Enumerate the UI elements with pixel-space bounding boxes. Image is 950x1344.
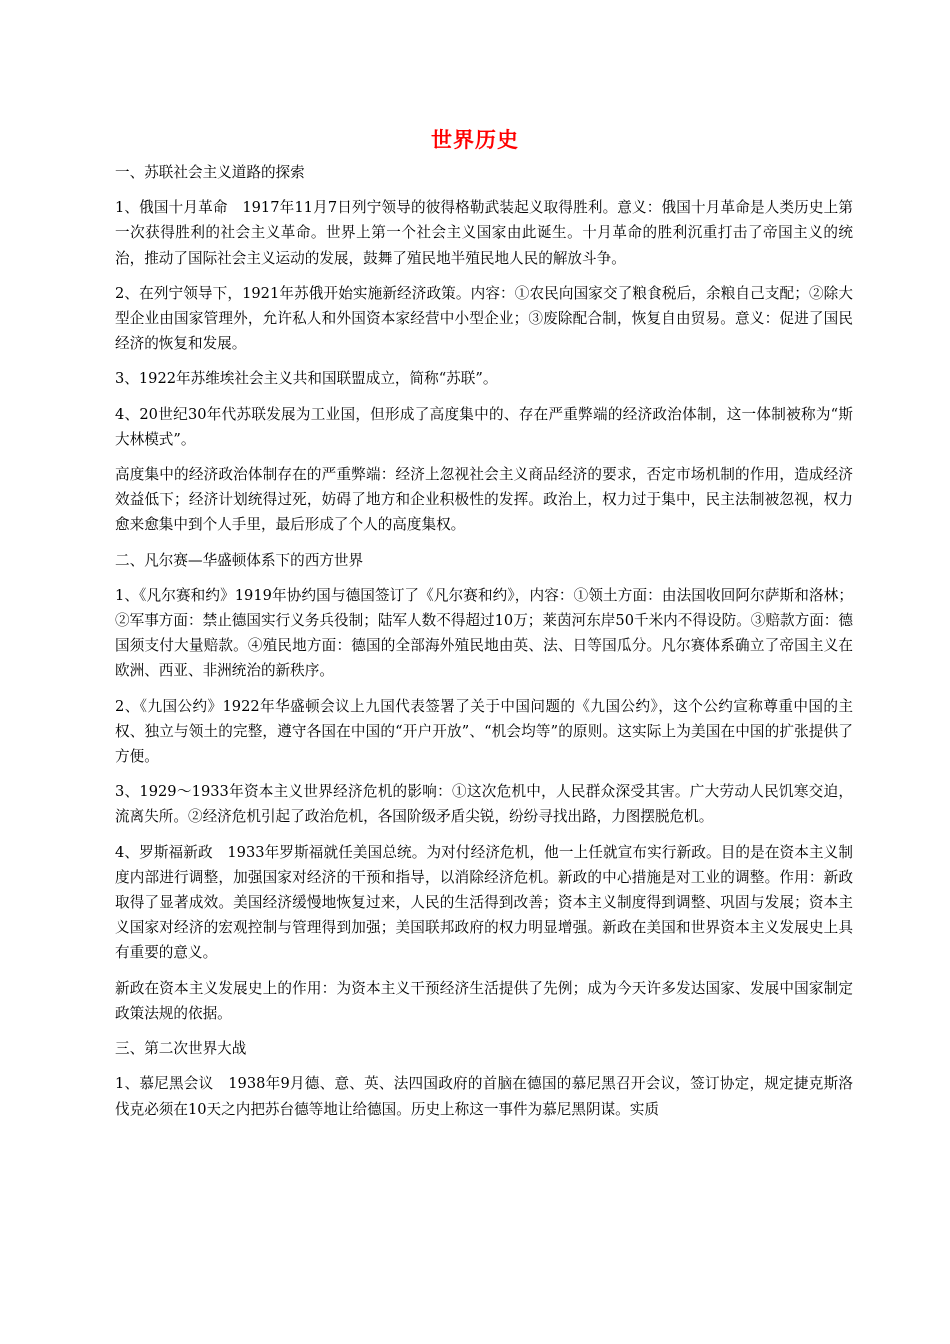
paragraph: 2、在列宁领导下，1921年苏俄开始实施新经济政策。内容：①农民向国家交了粮食税后，余粮自己支配；②除大型企业由国家管理外，允许私人和外国资本家经营中小型企业；③废除配合制，恢复自由贸易。意义：促进了国民经济的恢复和发展。 (115, 284, 853, 353)
paragraph: 1、慕尼黑会议 1938年9月德、意、英、法四国政府的首脑在德国的慕尼黑召开会议，签订协定，规定捷克斯洛伐克必须在10天之内把苏台德等地让给德国。历史上称这一事件为慕尼黑阴谋。实质 (115, 1075, 853, 1118)
paragraph: 3、1929～1933年资本主义世界经济危机的影响：①这次危机中，人民群众深受其害。广大劳动人民饥寒交迫，流离失所。②经济危机引起了政治危机，各国阶级矛盾尖锐，纷纷寻找出路，力图摆脱危机。 (115, 783, 853, 826)
paragraph: 1、俄国十月革命 1917年11月7日列宁领导的彼得格勒武装起义取得胜利。意义：俄国十月革命是人类历史上第一次获得胜利的社会主义革命。世界上第一个社会主义国家由此诞生。十月革命的胜利沉重打击了帝国主义的统治，推动了国际社会主义运动的发展，鼓舞了殖民地半殖民地人民的解放斗争。 (115, 199, 853, 267)
paragraph: 新政在资本主义发展史上的作用：为资本主义干预经济生活提供了先例；成为今天许多发达国家、发展中国家制定政策法规的依据。 (115, 979, 853, 1022)
paragraph: 3、1922年苏维埃社会主义共和国联盟成立，简称“苏联”。 (115, 370, 498, 388)
paragraph: 高度集中的经济政治体制存在的严重弊端：经济上忽视社会主义商品经济的要求，否定市场机制的作用，造成经济效益低下；经济计划统得过死，妨碍了地方和企业积极性的发挥。政治上，权力过于集中，民主法制被忽视，权力愈来愈集中到个人手里，最后形成了个人的高度集权。 (115, 466, 853, 534)
section-heading-1: 一、苏联社会主义道路的探索 (115, 164, 305, 181)
paragraph: 4、罗斯福新政 1933年罗斯福就任美国总统。为对付经济危机，他一上任就宣布实行新政。目的是在资本主义制度内部进行调整，加强国家对经济的干预和指导，以消除经济危机。新政的中心措施是对工业的调整。作用：新政取得了显著成效。美国经济缓慢地恢复过来，人民的生活得到改善；资本主义制度得到调整、巩固与发展；资本主义国家对经济的宏观控制与管理得到加强；美国联邦政府的权力明显增强。新政在美国和世界资本主义发展史上具有重要的意义。 (115, 843, 853, 962)
section-heading-3: 三、第二次世界大战 (115, 1040, 247, 1058)
paragraph: 2、《九国公约》1922年华盛顿会议上九国代表签署了关于中国问题的《九国公约》，这个公约宣称尊重中国的主权、独立与领土的完整，遵守各国在中国的“开户开放”、“机会均等”的原则。这实际上为美国在中国的扩张提供了方便。 (115, 697, 853, 766)
section-heading-2: 二、凡尔赛—华盛顿体系下的西方世界 (115, 551, 364, 569)
document-title: 世界历史 (431, 128, 519, 152)
paragraph: 4、20世纪30年代苏联发展为工业国，但形成了高度集中的、存在严重弊端的经济政治体制，这一体制被称为“斯大林模式”。 (115, 405, 853, 448)
document-body (115, 160, 853, 1132)
paragraph: 1、《凡尔赛和约》1919年协约国与德国签订了《凡尔赛和约》，内容：①领土方面：由法国收回阿尔萨斯和洛林；②军事方面：禁止德国实行义务兵役制；陆军人数不得超过10万；莱茵河东岸50千米内不得设防。③赔款方面：德国须支付大量赔款。④殖民地方面：德国的全部海外殖民地由英、法、日等国瓜分。凡尔赛体系确立了帝国主义在欧洲、西亚、非洲统治的新秩序。 (115, 586, 853, 680)
